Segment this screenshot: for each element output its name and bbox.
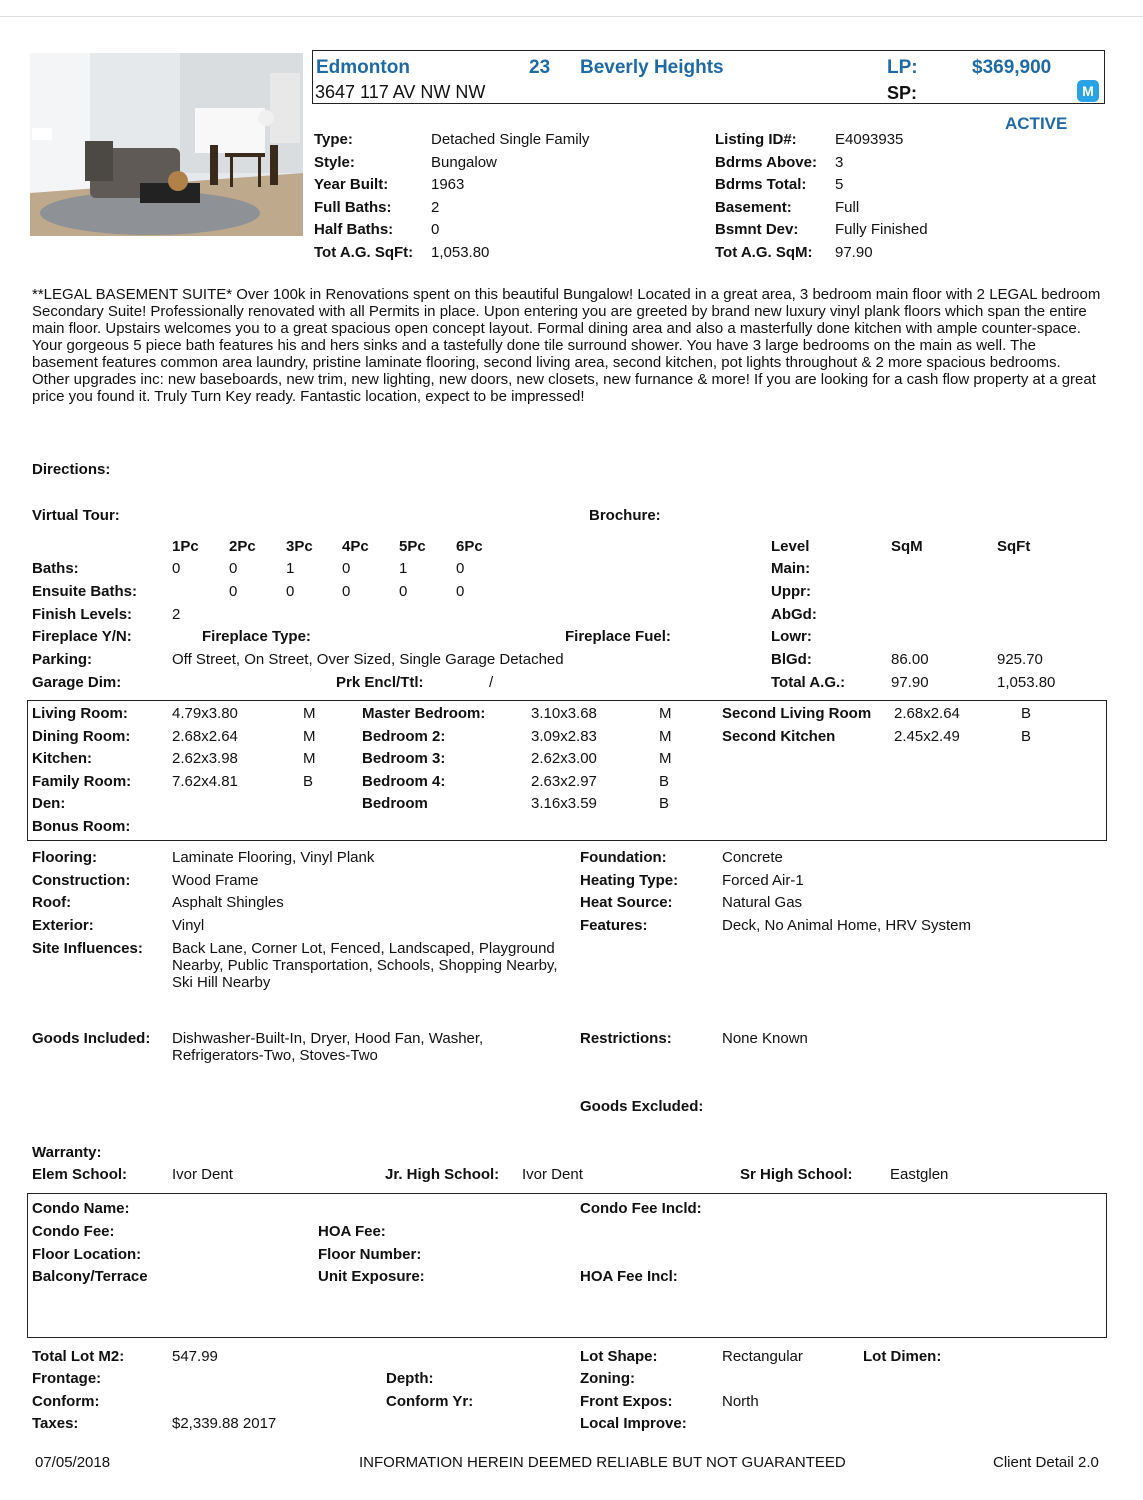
summary-value: 1,053.80 [431, 244, 490, 261]
bath-count: 1 [399, 560, 408, 577]
area-level: Total A.G.: [771, 674, 846, 691]
summary-label: Listing ID#: [715, 131, 797, 148]
restrictions-value: None Known [722, 1030, 808, 1047]
room-level: M [659, 705, 672, 722]
room-dimensions: 3.10x3.68 [531, 705, 597, 722]
front-expos-value: North [722, 1393, 759, 1410]
summary-label: Type: [314, 131, 353, 148]
footer-date: 07/05/2018 [35, 1454, 111, 1471]
fireplace-type-label: Fireplace Type: [202, 628, 311, 645]
prk-encl-value: / [489, 674, 494, 691]
summary-label: Style: [314, 153, 355, 171]
room-label: Living Room: [32, 705, 128, 722]
room-level: B [659, 795, 670, 813]
room-label: Dining Room: [32, 727, 131, 745]
room-level: M [303, 705, 316, 722]
feature-label: Exterior: [32, 917, 94, 935]
summary-label: Bsmnt Dev: [715, 221, 799, 239]
ensuite-count: 0 [286, 583, 295, 600]
site-influences-value: Back Lane, Corner Lot, Fenced, Landscaped, Playground Nearby, Public Transportation, Schools, Shopping Nearby, Ski Hill Nearby [172, 940, 558, 991]
room-level: B [659, 772, 670, 790]
public-remarks: **LEGAL BASEMENT SUITE* Over 100k in Renovations spent on this beautiful Bungalow! Located in a great area, 3 bedroom main floor with 2 LEGAL bedroom Secondary Suite! Professionally renovated with all Permits in place. Upon entering you are greeted by brand new luxury vinyl plank floors which span the entire main floor. Upstairs welcomes you to a great spacious open concept layout. Formal dining area and also a masterfully done kitchen with ample counter-space. Your gorgeous 5 piece bath features his and hers sinks and a tastefully done tile surround shower. You have 3 large bedrooms on the main as well. The basement features common area laundry, pristine laminate flooring, second living area, second kitchen, pot lights throughout & 2 more spacious bedrooms. Other upgrades inc: new baseboards, new trim, new lighting, new doors, new closets, new furnance & more! If you are looking for a cash flow property at a great price you found it. Truly Turn Key ready. Fantastic location, expect to be impressed! [32, 286, 1101, 405]
summary-label: Year Built: [314, 176, 389, 194]
sr-high-school-value: Eastglen [890, 1166, 949, 1183]
room-label: Master Bedroom: [362, 705, 486, 722]
zoning-label: Zoning: [580, 1370, 635, 1387]
feature-value: Vinyl [172, 917, 205, 935]
room-label: Bedroom 3: [362, 750, 446, 768]
summary-label: Basement: [715, 198, 792, 216]
balcony-label: Balcony/Terrace [32, 1268, 148, 1285]
sr-high-school-label: Sr High School: [740, 1166, 853, 1183]
summary-value: Detached Single Family [431, 131, 590, 148]
room-level: B [1021, 727, 1032, 745]
lot-dimen-label: Lot Dimen: [863, 1348, 942, 1365]
bath-column-header: 6Pc [456, 538, 483, 555]
feature-value: Concrete [722, 849, 783, 866]
lot-shape-value: Rectangular [722, 1348, 803, 1365]
room-level: B [1021, 705, 1032, 722]
finish-levels-value: 2 [172, 606, 181, 623]
room-label: Den: [32, 795, 66, 813]
area-sqm: 97.90 [891, 674, 929, 691]
footer-disclaimer: INFORMATION HEREIN DEEMED RELIABLE BUT NOT GUARANTEED [359, 1454, 846, 1471]
room-dimensions: 2.45x2.49 [894, 727, 960, 745]
bath-column-header: 4Pc [342, 538, 369, 555]
parking-value: Off Street, On Street, Over Sized, Single Garage Detached [172, 651, 564, 668]
baths-label: Baths: [32, 560, 79, 577]
room-dimensions: 3.16x3.59 [531, 795, 597, 813]
ensuite-count: 0 [399, 583, 408, 600]
status-badge: ACTIVE [1005, 114, 1068, 133]
feature-value: Forced Air-1 [722, 871, 804, 889]
room-label: Bedroom [362, 795, 428, 813]
room-level: B [303, 772, 314, 790]
local-improve-label: Local Improve: [580, 1415, 687, 1432]
listing-photo[interactable] [30, 53, 303, 236]
sp-label: SP: [887, 83, 918, 103]
goods-included-value: Dishwasher-Built-In, Dryer, Hood Fan, Washer, Refrigerators-Two, Stoves-Two [172, 1030, 484, 1064]
total-lot-value: 547.99 [172, 1348, 218, 1365]
elem-school-label: Elem School: [32, 1166, 128, 1183]
feature-label: Flooring: [32, 849, 97, 866]
neighbourhood: Beverly Heights [580, 57, 724, 78]
feature-label: Heat Source: [580, 894, 673, 912]
ensuite-count: 0 [342, 583, 351, 600]
conform-yr-label: Conform Yr: [386, 1393, 474, 1410]
room-label: Family Room: [32, 772, 132, 790]
top-divider [0, 16, 1143, 17]
bath-count: 0 [456, 560, 465, 577]
room-dimensions: 2.62x3.00 [531, 750, 597, 768]
feature-value: Deck, No Animal Home, HRV System [722, 917, 971, 935]
feature-value: Laminate Flooring, Vinyl Plank [172, 849, 375, 866]
prk-encl-label: Prk Encl/Ttl: [336, 674, 424, 691]
area-level: Main: [771, 560, 811, 577]
area-header-sqm: SqM [891, 538, 923, 555]
summary-value: E4093935 [835, 131, 904, 148]
jr-high-school-value: Ivor Dent [522, 1166, 583, 1183]
room-dimensions: 3.09x2.83 [531, 727, 597, 745]
total-lot-label: Total Lot M2: [32, 1348, 125, 1365]
directions-label: Directions: [32, 461, 111, 478]
room-level: M [303, 727, 316, 745]
room-label: Bonus Room: [32, 818, 131, 835]
bath-count: 1 [286, 560, 295, 577]
area-sqft: 1,053.80 [997, 674, 1056, 691]
condo-box [27, 1193, 1107, 1338]
area-level: Lowr: [771, 628, 812, 646]
jr-high-school-label: Jr. High School: [385, 1166, 500, 1183]
summary-value: Full [835, 198, 860, 216]
site-influences-label: Site Influences: [32, 940, 143, 957]
goods-excluded-label: Goods Excluded: [580, 1098, 704, 1115]
bath-column-header: 3Pc [286, 538, 313, 555]
taxes-label: Taxes: [32, 1415, 79, 1432]
floor-location-label: Floor Location: [32, 1246, 142, 1263]
feature-value: Natural Gas [722, 894, 803, 912]
room-label: Bedroom 2: [362, 727, 446, 745]
lot-shape-label: Lot Shape: [580, 1348, 658, 1365]
ensuite-count: 0 [456, 583, 465, 600]
area-code: 23 [529, 57, 551, 78]
parking-label: Parking: [32, 651, 93, 668]
room-label: Second Kitchen [722, 727, 836, 745]
condo-name-label: Condo Name: [32, 1200, 130, 1217]
room-dimensions: 2.68x2.64 [894, 705, 960, 722]
frontage-label: Frontage: [32, 1370, 102, 1387]
area-header-level: Level [771, 538, 810, 555]
bath-column-header: 2Pc [229, 538, 256, 555]
unit-exposure-label: Unit Exposure: [318, 1268, 425, 1285]
feature-value: Asphalt Shingles [172, 894, 284, 912]
area-sqft: 925.70 [997, 651, 1043, 669]
summary-value: 1963 [431, 176, 465, 194]
bath-count: 0 [229, 560, 238, 577]
hoa-fee-label: HOA Fee: [318, 1223, 386, 1240]
room-label: Second Living Room [722, 705, 872, 722]
summary-value: Fully Finished [835, 221, 928, 239]
summary-value: Bungalow [431, 153, 497, 171]
room-label: Kitchen: [32, 750, 92, 768]
list-price: $369,900 [972, 57, 1052, 78]
goods-included-label: Goods Included: [32, 1030, 151, 1047]
summary-label: Tot A.G. SqFt: [314, 244, 414, 261]
summary-value: 97.90 [835, 244, 873, 261]
bath-column-header: 5Pc [399, 538, 426, 555]
address: 3647 117 AV NW NW [315, 82, 486, 102]
finish-levels-label: Finish Levels: [32, 606, 133, 623]
bath-count: 0 [172, 560, 181, 577]
conform-label: Conform: [32, 1393, 100, 1410]
summary-value: 5 [835, 176, 844, 194]
living-room-image [30, 53, 303, 236]
fireplace-yn-label: Fireplace Y/N: [32, 628, 132, 645]
front-expos-label: Front Expos: [580, 1393, 673, 1410]
summary-label: Bdrms Above: [715, 153, 817, 171]
virtual-tour-label: Virtual Tour: [32, 507, 120, 524]
feature-label: Features: [580, 917, 648, 935]
summary-label: Full Baths: [314, 198, 392, 216]
area-level: BlGd: [771, 651, 812, 669]
summary-label: Tot A.G. SqM: [715, 244, 813, 261]
room-dimensions: 7.62x4.81 [172, 772, 238, 790]
ensuite-count: 0 [229, 583, 238, 600]
depth-label: Depth: [386, 1370, 434, 1387]
brochure-label: Brochure: [589, 507, 661, 524]
condo-fee-incld-label: Condo Fee Incld: [580, 1200, 702, 1217]
room-label: Bedroom 4: [362, 772, 446, 790]
feature-label: Foundation: [580, 849, 667, 866]
feature-label: Roof: [32, 894, 72, 912]
area-level: Uppr: [771, 582, 811, 600]
garage-dim-label: Garage Dim: [32, 674, 122, 691]
restrictions-label: Restrictions: [580, 1030, 672, 1047]
city: Edmonton [316, 57, 410, 78]
room-dimensions: 2.62x3.98 [172, 750, 238, 768]
fireplace-fuel-label: Fireplace Fuel: [565, 628, 671, 645]
footer-version: Client Detail 2.0 [993, 1454, 1099, 1471]
ensuite-baths-label: Ensuite Baths: [32, 583, 138, 600]
summary-label: Bdrms Total: [715, 176, 807, 194]
room-dimensions: 2.63x2.97 [531, 772, 597, 790]
feature-value: Wood Frame [172, 871, 259, 889]
area-level: AbGd: [771, 605, 817, 623]
bath-column-header: 1Pc [172, 538, 199, 555]
feature-label: Construction: [32, 871, 131, 889]
lp-label: LP: [887, 57, 918, 78]
area-sqm: 86.00 [891, 651, 929, 669]
room-level: M [659, 727, 672, 745]
room-level: M [659, 750, 672, 768]
room-level: M [303, 750, 316, 768]
taxes-value: $2,339.88 2017 [172, 1415, 277, 1432]
summary-label: Half Baths: [314, 221, 394, 239]
bath-count: 0 [342, 560, 351, 577]
room-dimensions: 4.79x3.80 [172, 705, 238, 722]
room-dimensions: 2.68x2.64 [172, 727, 238, 745]
elem-school-value: Ivor Dent [172, 1166, 233, 1183]
summary-value: 2 [431, 198, 440, 216]
summary-value: 3 [835, 153, 844, 171]
condo-fee-label: Condo Fee: [32, 1223, 115, 1240]
area-header-sqft: SqFt [997, 538, 1031, 555]
hoa-fee-incl-label: HOA Fee Incl: [580, 1268, 678, 1285]
warranty-label: Warranty: [32, 1144, 102, 1161]
summary-value: 0 [431, 221, 440, 239]
mls-badge-icon: M [1077, 80, 1099, 102]
floor-number-label: Floor Number: [318, 1246, 422, 1263]
feature-label: Heating Type: [580, 871, 679, 889]
